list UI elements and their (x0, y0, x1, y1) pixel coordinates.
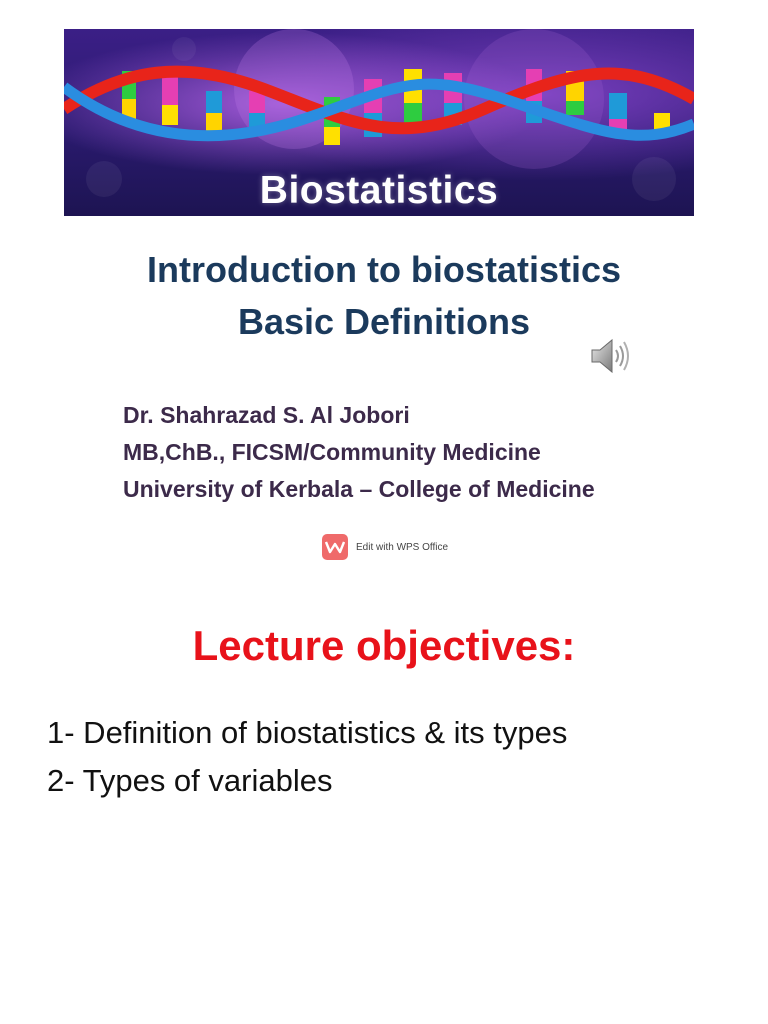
page-title-line1: Introduction to biostatistics (147, 249, 621, 290)
wps-watermark-text: Edit with WPS Office (356, 541, 449, 553)
page-title-line2: Basic Definitions (237, 301, 531, 342)
banner-title: Biostatistics (259, 169, 499, 212)
wps-watermark[interactable] (322, 534, 448, 560)
author-name: Dr. Shahrazad S. Al Jobori (123, 402, 410, 428)
biostatistics-banner (64, 29, 694, 216)
wps-office-logo-icon (322, 534, 348, 560)
author-degrees: MB,ChB., FICSM/Community Medicine (123, 439, 541, 465)
objective-item: 2- Types of variables (47, 763, 333, 798)
objective-item: 1- Definition of biostatistics & its types (47, 715, 568, 750)
speaker-icon[interactable] (590, 336, 632, 376)
author-affiliation: University of Kerbala – College of Medicine (123, 476, 595, 502)
objectives-heading: Lecture objectives: (192, 622, 576, 669)
